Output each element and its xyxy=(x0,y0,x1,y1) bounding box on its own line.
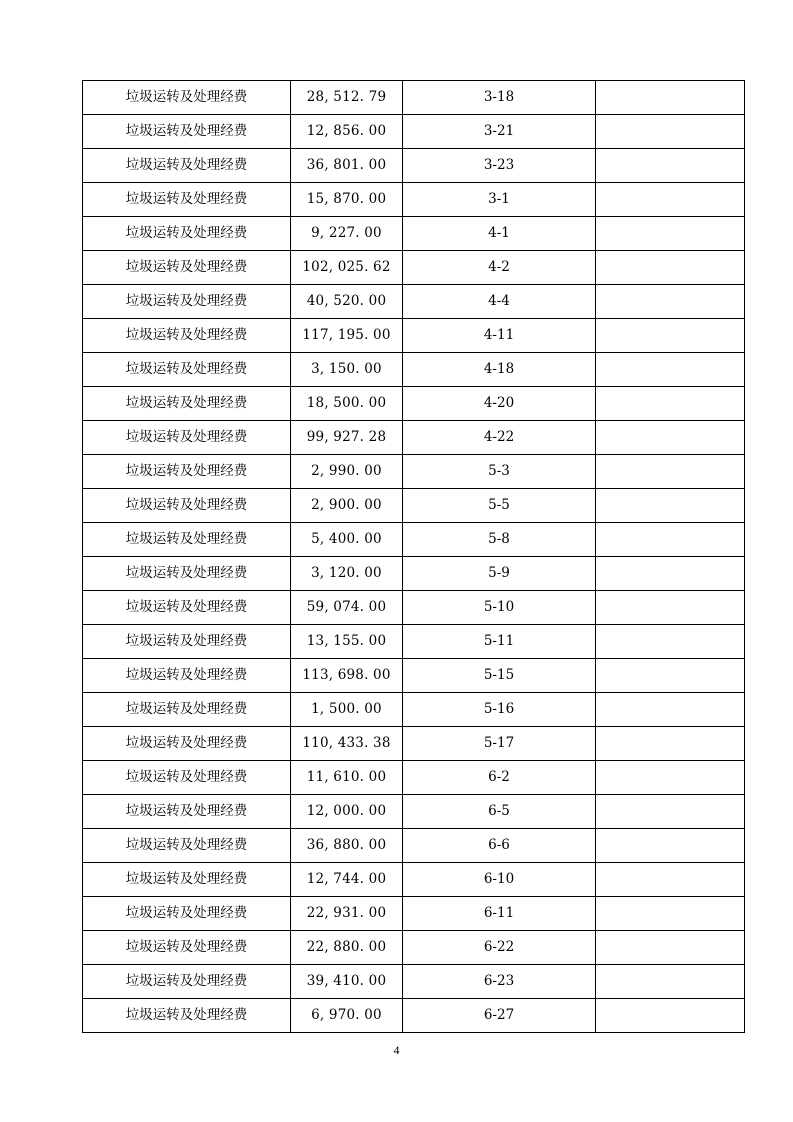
item-cell: 垃圾运转及处理经费 xyxy=(83,999,291,1033)
reference-cell: 6-22 xyxy=(403,931,596,965)
table-row xyxy=(83,489,745,523)
table-row xyxy=(83,999,745,1033)
note-cell xyxy=(596,659,745,693)
reference-cell: 6-2 xyxy=(403,761,596,795)
reference-cell: 6-27 xyxy=(403,999,596,1033)
table-row xyxy=(83,625,745,659)
note-cell xyxy=(596,591,745,625)
amount-cell: 3, 120. 00 xyxy=(291,557,403,591)
table-row xyxy=(83,829,745,863)
item-cell: 垃圾运转及处理经费 xyxy=(83,285,291,319)
amount-cell: 59, 074. 00 xyxy=(291,591,403,625)
table-row xyxy=(83,897,745,931)
amount-cell: 117, 195. 00 xyxy=(291,319,403,353)
item-cell: 垃圾运转及处理经费 xyxy=(83,387,291,421)
table-row xyxy=(83,115,745,149)
reference-cell: 5-5 xyxy=(403,489,596,523)
amount-cell: 22, 931. 00 xyxy=(291,897,403,931)
table-row xyxy=(83,217,745,251)
table-row xyxy=(83,523,745,557)
item-cell: 垃圾运转及处理经费 xyxy=(83,81,291,115)
amount-cell: 28, 512. 79 xyxy=(291,81,403,115)
note-cell xyxy=(596,829,745,863)
reference-cell: 4-11 xyxy=(403,319,596,353)
table-row xyxy=(83,727,745,761)
reference-cell: 3-1 xyxy=(403,183,596,217)
item-cell: 垃圾运转及处理经费 xyxy=(83,183,291,217)
table-row xyxy=(83,965,745,999)
reference-cell: 5-15 xyxy=(403,659,596,693)
item-cell: 垃圾运转及处理经费 xyxy=(83,489,291,523)
table-row xyxy=(83,387,745,421)
table-row xyxy=(83,455,745,489)
item-cell: 垃圾运转及处理经费 xyxy=(83,115,291,149)
note-cell xyxy=(596,897,745,931)
item-cell: 垃圾运转及处理经费 xyxy=(83,251,291,285)
table-row xyxy=(83,319,745,353)
table-row xyxy=(83,795,745,829)
reference-cell: 6-23 xyxy=(403,965,596,999)
amount-cell: 12, 744. 00 xyxy=(291,863,403,897)
note-cell xyxy=(596,285,745,319)
page-number: 4 xyxy=(393,1043,400,1057)
reference-cell: 5-8 xyxy=(403,523,596,557)
item-cell: 垃圾运转及处理经费 xyxy=(83,727,291,761)
note-cell xyxy=(596,693,745,727)
table-row xyxy=(83,81,745,115)
item-cell: 垃圾运转及处理经费 xyxy=(83,523,291,557)
table-row xyxy=(83,251,745,285)
note-cell xyxy=(596,999,745,1033)
note-cell xyxy=(596,557,745,591)
item-cell: 垃圾运转及处理经费 xyxy=(83,455,291,489)
note-cell xyxy=(596,183,745,217)
table-row xyxy=(83,353,745,387)
amount-cell: 2, 900. 00 xyxy=(291,489,403,523)
amount-cell: 36, 880. 00 xyxy=(291,829,403,863)
item-cell: 垃圾运转及处理经费 xyxy=(83,761,291,795)
reference-cell: 4-1 xyxy=(403,217,596,251)
item-cell: 垃圾运转及处理经费 xyxy=(83,353,291,387)
table-row xyxy=(83,659,745,693)
item-cell: 垃圾运转及处理经费 xyxy=(83,659,291,693)
reference-cell: 5-3 xyxy=(403,455,596,489)
amount-cell: 36, 801. 00 xyxy=(291,149,403,183)
note-cell xyxy=(596,761,745,795)
reference-cell: 4-2 xyxy=(403,251,596,285)
item-cell: 垃圾运转及处理经费 xyxy=(83,897,291,931)
note-cell xyxy=(596,387,745,421)
item-cell: 垃圾运转及处理经费 xyxy=(83,693,291,727)
amount-cell: 2, 990. 00 xyxy=(291,455,403,489)
table-row xyxy=(83,421,745,455)
reference-cell: 6-6 xyxy=(403,829,596,863)
reference-cell: 6-11 xyxy=(403,897,596,931)
amount-cell: 110, 433. 38 xyxy=(291,727,403,761)
reference-cell: 5-9 xyxy=(403,557,596,591)
note-cell xyxy=(596,931,745,965)
table-row xyxy=(83,149,745,183)
note-cell xyxy=(596,795,745,829)
amount-cell: 12, 856. 00 xyxy=(291,115,403,149)
reference-cell: 4-18 xyxy=(403,353,596,387)
reference-cell: 5-17 xyxy=(403,727,596,761)
table-row xyxy=(83,285,745,319)
note-cell xyxy=(596,965,745,999)
note-cell xyxy=(596,523,745,557)
reference-cell: 3-21 xyxy=(403,115,596,149)
table-row xyxy=(83,863,745,897)
amount-cell: 12, 000. 00 xyxy=(291,795,403,829)
item-cell: 垃圾运转及处理经费 xyxy=(83,795,291,829)
reference-cell: 6-5 xyxy=(403,795,596,829)
amount-cell: 99, 927. 28 xyxy=(291,421,403,455)
reference-cell: 4-22 xyxy=(403,421,596,455)
amount-cell: 5, 400. 00 xyxy=(291,523,403,557)
item-cell: 垃圾运转及处理经费 xyxy=(83,931,291,965)
item-cell: 垃圾运转及处理经费 xyxy=(83,217,291,251)
item-cell: 垃圾运转及处理经费 xyxy=(83,829,291,863)
note-cell xyxy=(596,115,745,149)
table-row xyxy=(83,761,745,795)
amount-cell: 9, 227. 00 xyxy=(291,217,403,251)
item-cell: 垃圾运转及处理经费 xyxy=(83,965,291,999)
note-cell xyxy=(596,863,745,897)
note-cell xyxy=(596,251,745,285)
expense-table xyxy=(82,80,745,1033)
item-cell: 垃圾运转及处理经费 xyxy=(83,149,291,183)
table-row xyxy=(83,183,745,217)
note-cell xyxy=(596,421,745,455)
note-cell xyxy=(596,489,745,523)
amount-cell: 11, 610. 00 xyxy=(291,761,403,795)
amount-cell: 15, 870. 00 xyxy=(291,183,403,217)
note-cell xyxy=(596,319,745,353)
amount-cell: 22, 880. 00 xyxy=(291,931,403,965)
reference-cell: 5-16 xyxy=(403,693,596,727)
amount-cell: 113, 698. 00 xyxy=(291,659,403,693)
amount-cell: 3, 150. 00 xyxy=(291,353,403,387)
item-cell: 垃圾运转及处理经费 xyxy=(83,591,291,625)
amount-cell: 39, 410. 00 xyxy=(291,965,403,999)
reference-cell: 3-23 xyxy=(403,149,596,183)
amount-cell: 13, 155. 00 xyxy=(291,625,403,659)
reference-cell: 3-18 xyxy=(403,81,596,115)
note-cell xyxy=(596,727,745,761)
item-cell: 垃圾运转及处理经费 xyxy=(83,625,291,659)
table-row xyxy=(83,591,745,625)
note-cell xyxy=(596,353,745,387)
table-row xyxy=(83,693,745,727)
item-cell: 垃圾运转及处理经费 xyxy=(83,557,291,591)
amount-cell: 1, 500. 00 xyxy=(291,693,403,727)
item-cell: 垃圾运转及处理经费 xyxy=(83,863,291,897)
amount-cell: 6, 970. 00 xyxy=(291,999,403,1033)
item-cell: 垃圾运转及处理经费 xyxy=(83,421,291,455)
note-cell xyxy=(596,217,745,251)
amount-cell: 18, 500. 00 xyxy=(291,387,403,421)
item-cell: 垃圾运转及处理经费 xyxy=(83,319,291,353)
note-cell xyxy=(596,149,745,183)
amount-cell: 40, 520. 00 xyxy=(291,285,403,319)
note-cell xyxy=(596,625,745,659)
reference-cell: 5-10 xyxy=(403,591,596,625)
note-cell xyxy=(596,81,745,115)
reference-cell: 6-10 xyxy=(403,863,596,897)
reference-cell: 4-4 xyxy=(403,285,596,319)
reference-cell: 5-11 xyxy=(403,625,596,659)
reference-cell: 4-20 xyxy=(403,387,596,421)
table-row xyxy=(83,557,745,591)
note-cell xyxy=(596,455,745,489)
table-row xyxy=(83,931,745,965)
amount-cell: 102, 025. 62 xyxy=(291,251,403,285)
expense-table-body xyxy=(83,81,745,1033)
